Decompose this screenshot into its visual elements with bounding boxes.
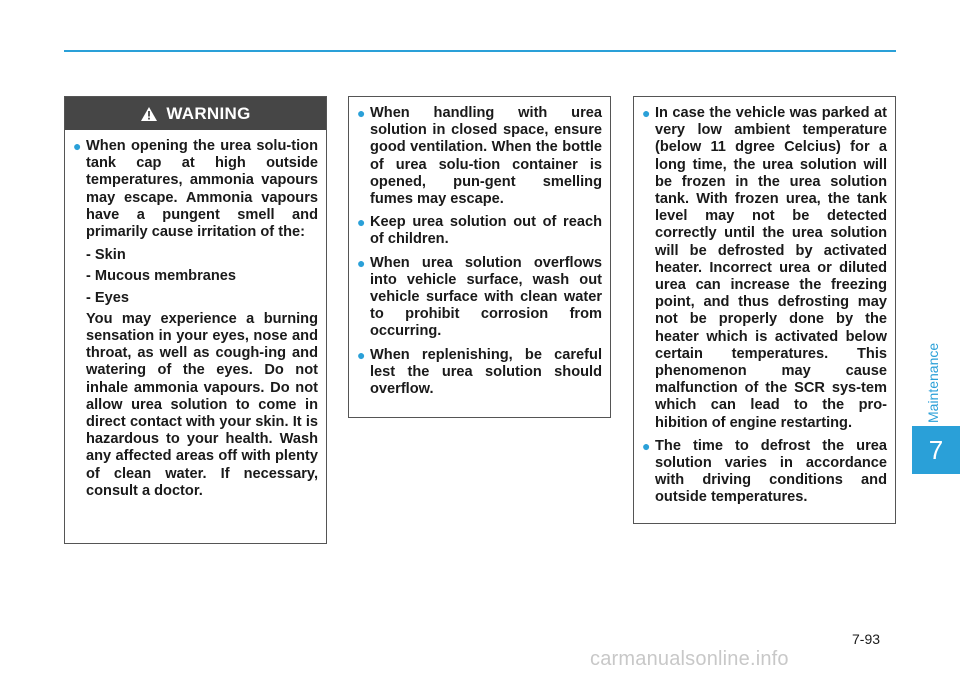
middle-box xyxy=(348,96,611,418)
bullet-text: When replenishing, be careful lest the urea solution should overflow. xyxy=(370,346,602,398)
list-item xyxy=(357,347,602,399)
chapter-label: Maintenance xyxy=(925,342,941,424)
bullet-icon: ● xyxy=(357,254,366,271)
bullet-icon: ● xyxy=(357,214,366,231)
warning-title: WARNING xyxy=(166,103,251,123)
watermark: carmanualsonline.info xyxy=(590,648,789,670)
top-rule xyxy=(64,50,896,52)
sub-item: - Skin xyxy=(86,247,126,264)
bullet-text: Keep urea solution out of reach of children. xyxy=(370,214,602,248)
bullet-text: The time to defrost the urea solution varies in accordance with driving conditions and outside temperatures. xyxy=(655,437,887,506)
bullet-text: When opening the urea solu-tion tank cap at high outside temperatures, ammonia vapours may escape. Ammonia vapours have a pungent smell and primarily cause irritation of the: xyxy=(86,138,318,241)
warning-header xyxy=(65,97,326,130)
bullet-icon: ● xyxy=(642,437,651,454)
chapter-number-tab: 7 xyxy=(912,426,960,474)
sub-item: - Eyes xyxy=(86,289,129,306)
list-item xyxy=(357,214,602,248)
sub-item: - Mucous membranes xyxy=(86,268,237,285)
list-item xyxy=(642,105,887,432)
list-item xyxy=(357,255,602,341)
warning-box xyxy=(64,96,327,544)
warning-triangle-icon xyxy=(140,106,158,122)
warning-paragraph: You may experience a burning sensation in your eyes, nose and throat, as well as cough-ing and watering of the eyes. Do not inhale ammonia vapours. Do not allow urea solution to come in direct contact with your skin. It is hazardous to your health. Wash any affected areas off with plenty of clean water. If necessary, consult a doctor. xyxy=(86,310,318,499)
list-item xyxy=(73,138,318,241)
bullet-icon: ● xyxy=(357,346,366,363)
bullet-icon: ● xyxy=(357,105,366,121)
bullet-text: In case the vehicle was parked at very low ambient temperature (below 11 dgree Celcius) for a long time, the urea solution will be frozen in the urea solution tank. With frozen urea, the tank level may not be detected correctly until the urea solution will be defrosted by activated heater. Incorrect urea or diluted urea can increase the freezing point, and thus defrosting may not be properly done by the heater which is activated below certain temperatures. This phenomenon may cause malfunction of the SCR sys-tem which can lead to the pro-hibition of engine restarting. xyxy=(655,105,887,431)
bullet-icon: ● xyxy=(73,138,82,154)
bullet-text: When handling with urea solution in closed space, ensure good ventilation. When the bottle of urea solu-tion container is opened, pun-gent smelling fumes may escape. xyxy=(370,105,602,208)
list-item xyxy=(642,438,887,507)
bullet-icon: ● xyxy=(642,105,651,121)
right-box xyxy=(633,96,896,524)
list-item xyxy=(357,105,602,208)
bullet-text: When urea solution overflows into vehicle surface, wash out vehicle surface with clean water to prohibit corrosion from occurring. xyxy=(370,254,602,340)
page-number: 7-93 xyxy=(852,631,881,647)
